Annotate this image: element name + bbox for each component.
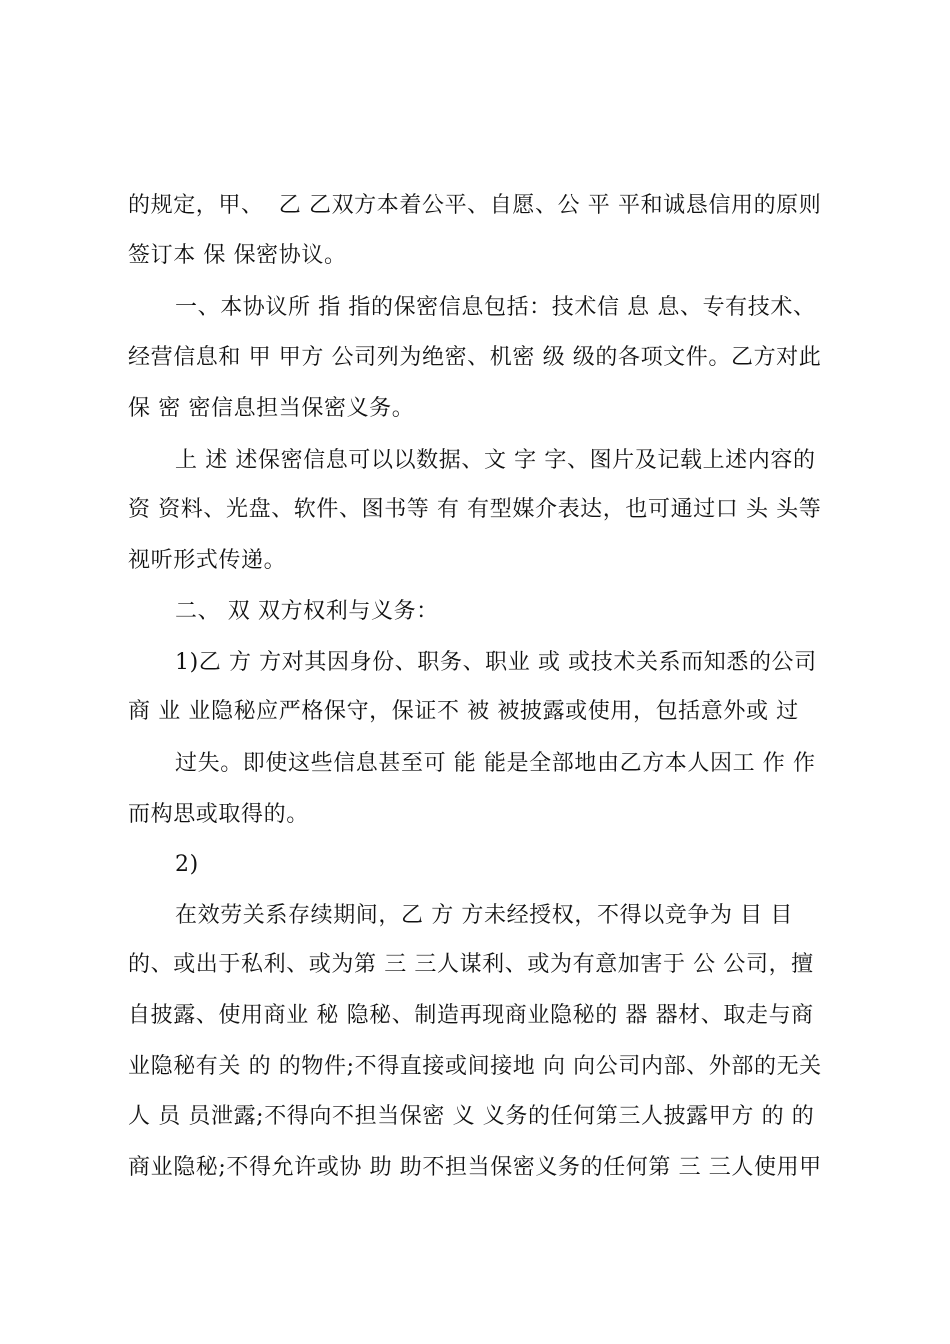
text-line: 2)	[175, 852, 199, 877]
text-line: 1)乙 方 方对其因身份、职务、职业 或 或技术关系而知悉的公司	[175, 650, 817, 675]
text-line: 自披露、使用商业 秘 隐秘、制造再现商业隐秘的 器 器材、取走与商	[128, 1003, 814, 1028]
text-line: 的、或出于私利、或为第 三 三人谋利、或为有意加害于 公 公司，擅	[128, 952, 814, 977]
text-line: 签订本 保 保密协议。	[128, 243, 347, 268]
text-line: 经营信息和 甲 甲方 公司列为绝密、机密 级 级的各项文件。乙方对此	[128, 345, 822, 370]
text-line: 商业隐秘;不得允许或协 助 助不担当保密义务的任何第 三 三人使用甲	[128, 1155, 822, 1180]
text-line: 业隐秘有关 的 的物件;不得直接或间接地 向 向公司内部、外部的无关	[128, 1054, 822, 1079]
text-line: 一、本协议所 指 指的保密信息包括：技术信 息 息、专有技术、	[175, 295, 816, 320]
text-line: 而构思或取得的。	[128, 802, 309, 827]
text-line: 商 业 业隐秘应严格保守，保证不 被 被披露或使用，包括意外或 过	[128, 699, 799, 724]
text-line: 二、 双 双方权利与义务：	[175, 599, 439, 624]
text-line: 过失。即使这些信息甚至可 能 能是全部地由乙方本人因工 作 作	[175, 751, 816, 776]
text-line: 人 员 员泄露;不得向不担当保密 义 义务的任何第三人披露甲方 的 的	[128, 1104, 815, 1129]
text-line: 的规定，甲、 乙 乙双方本着公平、自愿、公 平 平和诚恳信用的原则	[128, 193, 822, 218]
text-line: 资 资料、光盘、软件、图书等 有 有型媒介表达，也可通过口 头 头等	[128, 497, 822, 522]
text-line: 视听形式传递。	[128, 548, 287, 573]
text-line: 保 密 密信息担当保密义务。	[128, 396, 415, 421]
text-line: 在效劳关系存续期间，乙 方 方未经授权，不得以竞争为 目 目	[175, 903, 793, 928]
text-line: 上 述 述保密信息可以以数据、文 字 字、图片及记载上述内容的	[175, 448, 816, 473]
